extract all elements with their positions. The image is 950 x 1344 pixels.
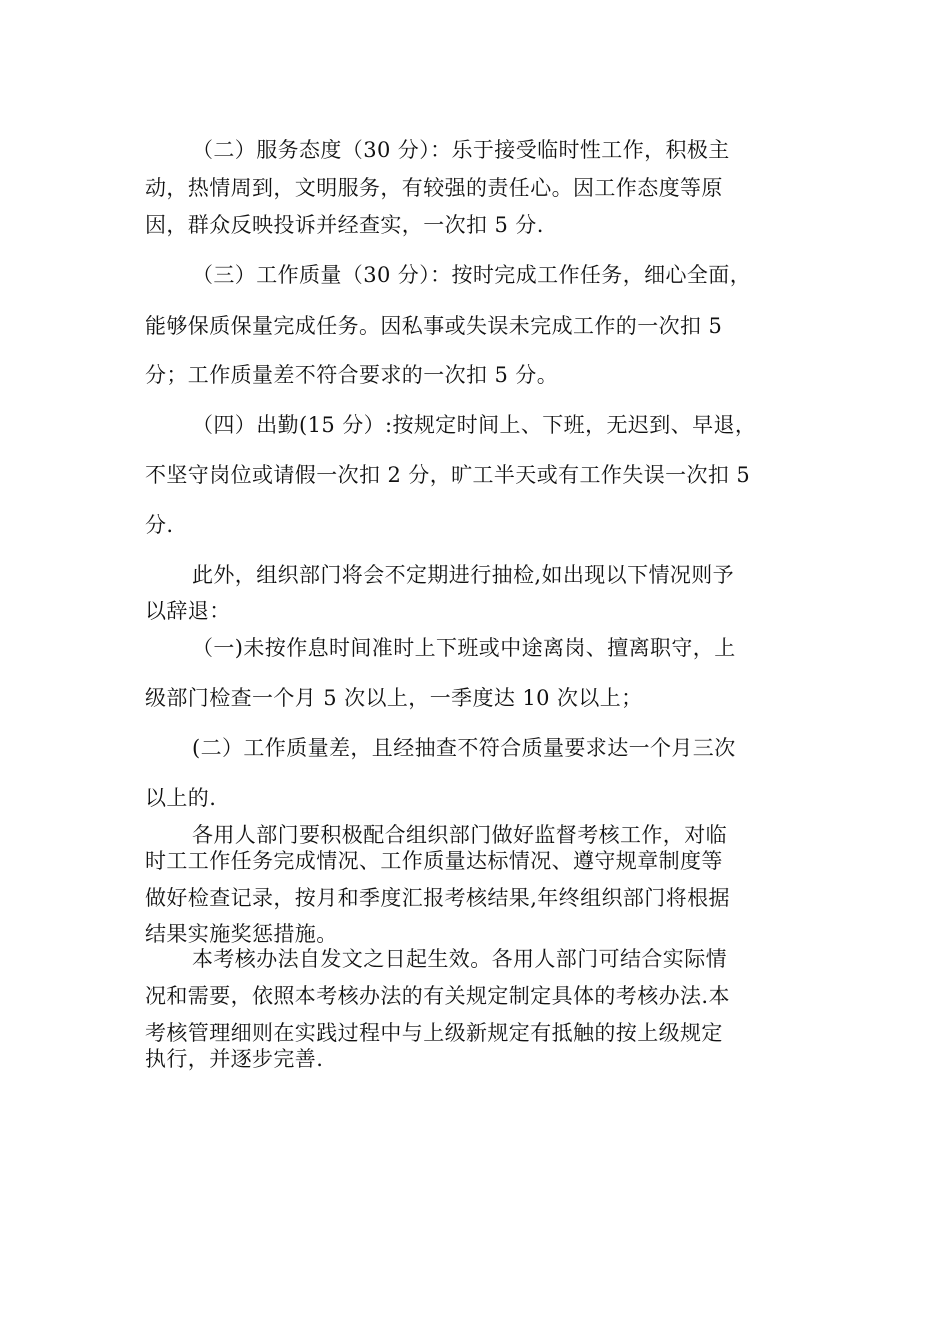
text-line: 各用人部门要积极配合组织部门做好监督考核工作，对临 (192, 823, 727, 847)
text-line: 以辞退： (145, 599, 231, 623)
text-line: 以上的. (145, 786, 217, 810)
text-line: 结果实施奖惩措施。 (145, 922, 338, 946)
text-line: 本考核办法自发文之日起生效。各用人部门可结合实际情 (192, 947, 727, 971)
text-line: 不坚守岗位或请假一次扣 2 分，旷工半天或有工作失误一次扣 5 (145, 463, 751, 487)
text-line: 分. (145, 513, 174, 537)
text-line: （二）服务态度（30 分）：乐于接受临时性工作，积极主 (192, 138, 730, 162)
text-line: 时工工作任务完成情况、工作质量达标情况、遵守规章制度等 (145, 849, 723, 873)
text-line: 分；工作质量差不符合要求的一次扣 5 分。 (145, 363, 559, 387)
text-line: 动，热情周到，文明服务，有较强的责任心。因工作态度等原 (145, 176, 723, 200)
text-line: （四）出勤(15 分）:按规定时间上、下班，无迟到、早退， (192, 413, 757, 437)
text-line: 况和需要，依照本考核办法的有关规定制定具体的考核办法.本 (145, 984, 730, 1008)
text-line: 能够保质保量完成任务。因私事或失误未完成工作的一次扣 5 (145, 314, 723, 338)
text-line: 考核管理细则在实践过程中与上级新规定有抵触的按上级规定 (145, 1021, 723, 1045)
text-line: 级部门检查一个月 5 次以上，一季度达 10 次以上； (145, 686, 643, 710)
text-line: 执行，并逐步完善. (145, 1047, 324, 1071)
text-line: （三）工作质量（30 分）：按时完成工作任务，细心全面， (192, 263, 752, 287)
text-line: 因，群众反映投诉并经查实，一次扣 5 分. (145, 213, 544, 237)
text-line: （一)未按作息时间准时上下班或中途离岗、擅离职守，上 (192, 636, 736, 660)
text-line: 做好检查记录，按月和季度汇报考核结果,年终组织部门将根据 (145, 886, 730, 910)
text-line: (二）工作质量差，且经抽查不符合质量要求达一个月三次 (192, 736, 736, 760)
text-line: 此外，组织部门将会不定期进行抽检,如出现以下情况则予 (192, 563, 735, 587)
